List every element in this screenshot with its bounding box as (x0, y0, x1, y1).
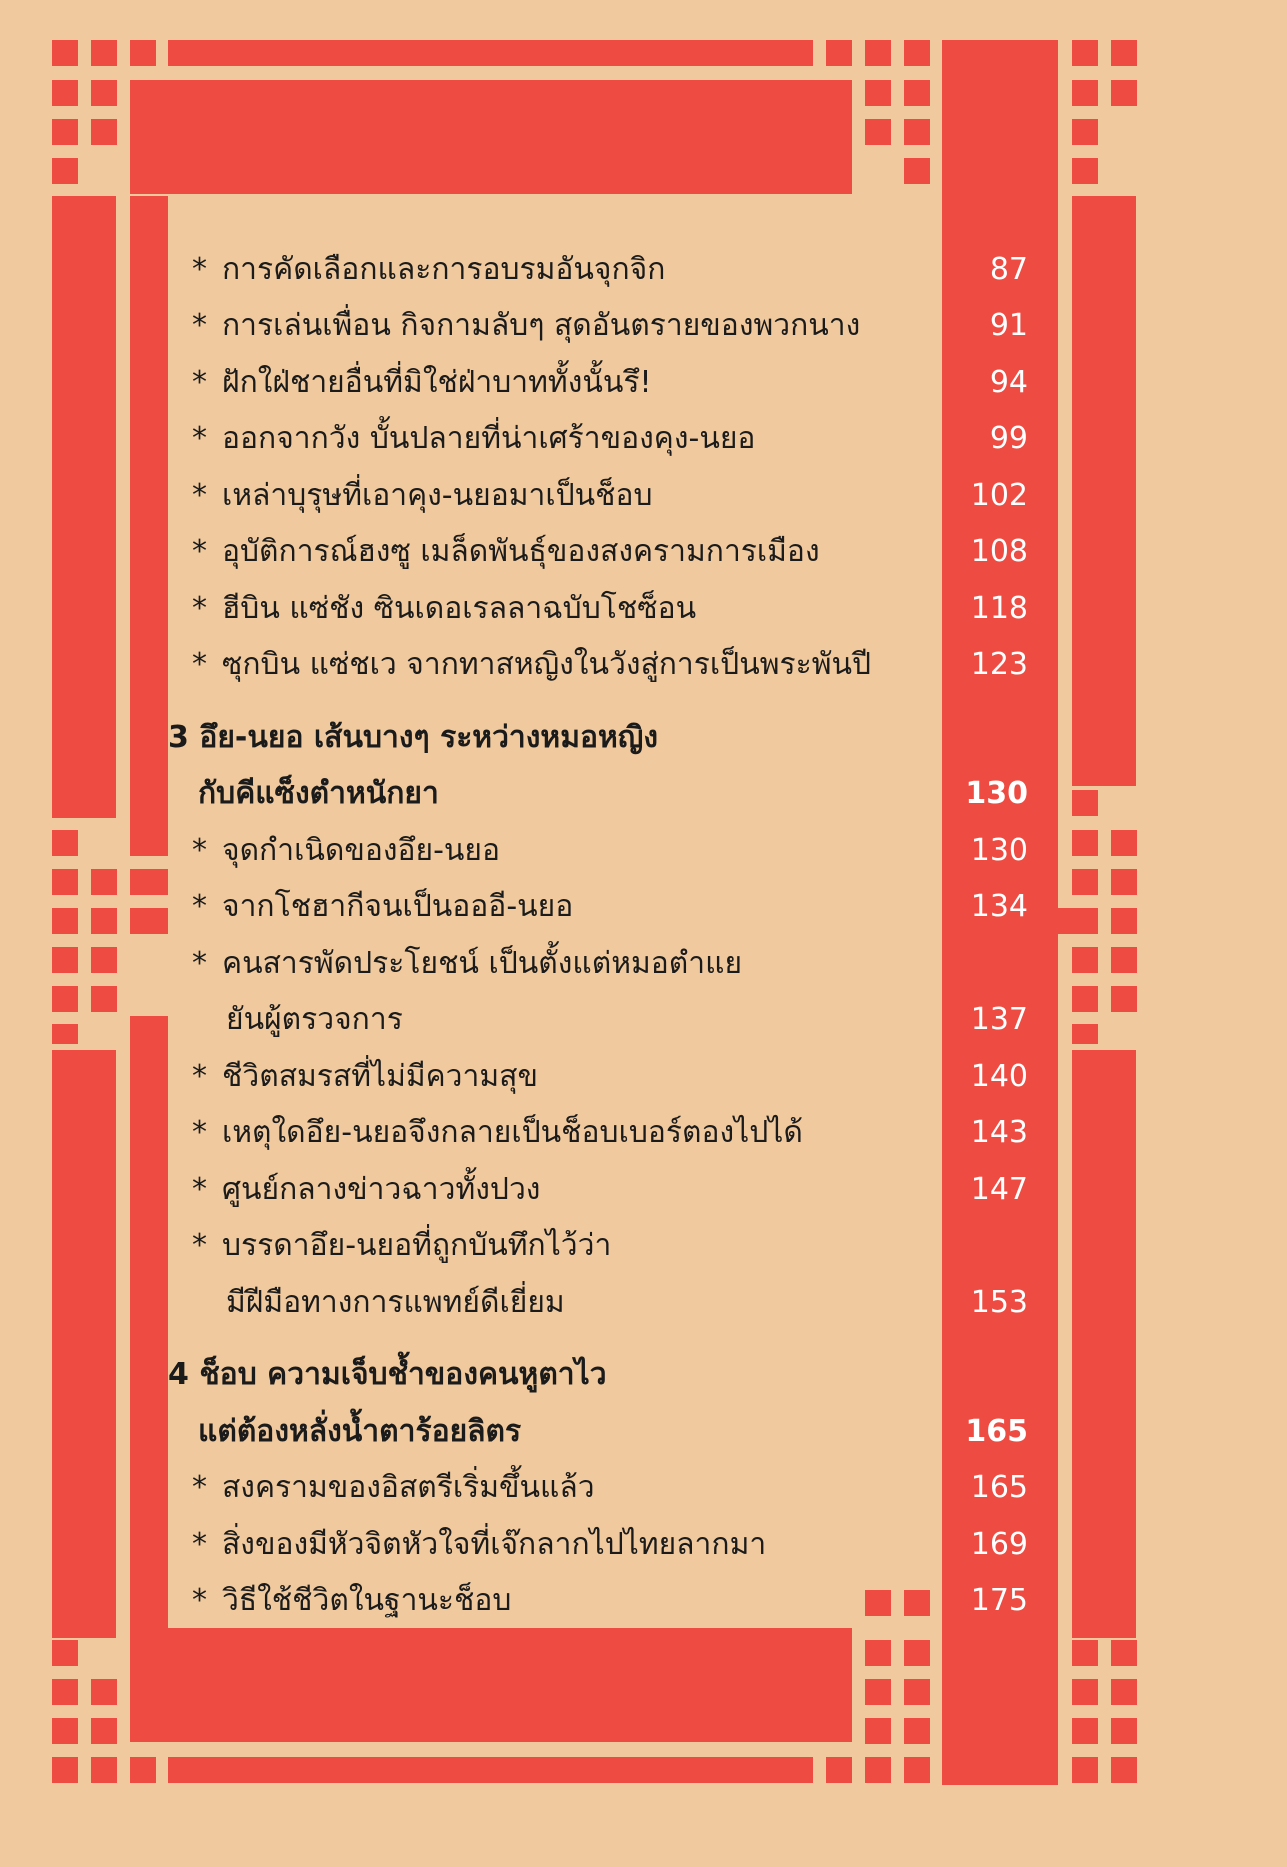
toc-entry-title (168, 1357, 918, 1392)
toc-entry-title (168, 421, 918, 456)
toc-entry-title (168, 1284, 918, 1320)
toc-entry-title (168, 1413, 918, 1449)
toc-page-number: 165 (970, 1470, 1028, 1505)
bullet-asterisk-icon: * (192, 1171, 207, 1207)
bullet-asterisk-icon: * (192, 364, 207, 400)
toc-entry-text: ออกจากวัง บั้นปลายที่น่าเศร้าของคุง-นยอ (222, 421, 756, 456)
bullet-asterisk-icon: * (192, 889, 207, 924)
toc-entry (168, 624, 1038, 681)
toc-page-number: 140 (970, 1058, 1028, 1094)
toc-entry-title (168, 308, 918, 343)
bullet-asterisk-icon: * (192, 251, 207, 287)
toc-entry-title (168, 945, 918, 981)
toc-page-number: 147 (970, 1171, 1028, 1207)
toc-entry-title (168, 1115, 918, 1150)
toc-entry-text: ฮีบิน แซ่ชัง ซินเดอเรลลาฉบับโชซ็อน (222, 590, 697, 626)
toc-page-number: 130 (965, 776, 1028, 811)
toc-entry-text: สิ่งของมีหัวจิตหัวใจที่เจ๊กลากไปไทยลากมา (222, 1526, 767, 1562)
bullet-asterisk-icon: * (192, 647, 207, 682)
toc-page-number: 108 (970, 534, 1028, 569)
toc-entry (168, 228, 1038, 285)
toc-page-number: 165 (965, 1413, 1028, 1449)
toc-entry-title (168, 534, 918, 569)
toc-page-number: 118 (970, 590, 1028, 626)
toc-entry (168, 1092, 1038, 1149)
toc-entry-title (168, 364, 918, 400)
toc-entry (168, 753, 1038, 810)
bullet-asterisk-icon: * (192, 1583, 207, 1618)
toc-entry-title (168, 647, 918, 682)
toc-entry-title (168, 832, 918, 868)
toc-entry-text: สงครามของอิสตรีเริ่มขึ้นแล้ว (222, 1470, 595, 1505)
toc-entry-text: เหล่าบุรุษที่เอาคุง-นยอมาเป็นช็อบ (222, 477, 653, 513)
toc-entry-text: เหตุใดอึย-นยอจึงกลายเป็นช็อบเบอร์ตองไปได้ (222, 1115, 803, 1150)
toc-entry (168, 1503, 1038, 1560)
toc-page-number: 134 (970, 889, 1028, 924)
bullet-asterisk-icon: * (192, 477, 207, 513)
toc-entry (168, 285, 1038, 342)
toc-entry (168, 1148, 1038, 1205)
toc-entry-title (168, 1058, 918, 1094)
toc-entry (168, 866, 1038, 923)
toc-page-number: 175 (970, 1583, 1028, 1618)
toc-entry-text: บรรดาอึย-นยอที่ถูกบันทึกไว้ว่า (222, 1228, 612, 1263)
table-of-contents (168, 228, 1038, 1616)
bullet-asterisk-icon: * (192, 1228, 207, 1263)
toc-page-number: 91 (989, 308, 1028, 343)
toc-page-number: 87 (989, 251, 1028, 287)
toc-page-number: 137 (970, 1002, 1028, 1037)
toc-entry-title (168, 1526, 918, 1562)
toc-page-number: 123 (970, 647, 1028, 682)
toc-entry-title (168, 1228, 918, 1263)
toc-entry-title (168, 590, 918, 626)
toc-entry (168, 567, 1038, 624)
toc-entry-title (168, 719, 918, 755)
toc-entry-text: มีฝีมือทางการแพทย์ดีเยี่ยม (226, 1284, 565, 1320)
toc-entry-title (168, 889, 918, 924)
toc-entry-title (168, 1583, 918, 1618)
toc-entry (168, 922, 1038, 979)
bullet-asterisk-icon: * (192, 534, 207, 569)
toc-entry-text: คนสารพัดประโยชน์ เป็นตั้งแต่หมอตำแย (222, 945, 743, 981)
bullet-asterisk-icon: * (192, 308, 207, 343)
toc-entry-title (168, 1171, 918, 1207)
toc-page-number: 102 (970, 477, 1028, 513)
toc-entry-text: ซุกบิน แซ่ชเว จากทาสหญิงในวังสู่การเป็นพระพันปี (222, 647, 872, 682)
toc-entry (168, 696, 1038, 753)
toc-entry-title (168, 1002, 918, 1037)
toc-entry (168, 1334, 1038, 1391)
toc-entry-title (168, 1470, 918, 1505)
toc-entry (168, 511, 1038, 568)
toc-entry (168, 398, 1038, 455)
toc-entry-text: จุดกำเนิดของอึย-นยอ (222, 832, 501, 868)
toc-page-number: 153 (970, 1284, 1028, 1320)
toc-entry (168, 341, 1038, 398)
bullet-asterisk-icon: * (192, 1115, 207, 1150)
toc-entry (168, 454, 1038, 511)
toc-entry-text: วิธีใช้ชีวิตในฐานะช็อบ (222, 1583, 512, 1618)
toc-entry-text: การเล่นเพื่อน กิจกามลับๆ สุดอันตรายของพวกนาง (222, 308, 861, 343)
toc-entry-text: กับคีแซ็งตำหนักยา (198, 776, 439, 811)
toc-entry (168, 809, 1038, 866)
bullet-asterisk-icon: * (192, 1470, 207, 1505)
bullet-asterisk-icon: * (192, 590, 207, 626)
toc-entry-text: ยันผู้ตรวจการ (226, 1002, 403, 1037)
toc-page-number: 130 (970, 832, 1028, 868)
toc-entry (168, 1560, 1038, 1617)
bullet-asterisk-icon: * (192, 945, 207, 981)
toc-entry-text: การคัดเลือกและการอบรมอันจุกจิก (222, 251, 666, 287)
toc-entry (168, 1447, 1038, 1504)
bullet-asterisk-icon: * (192, 1058, 207, 1094)
toc-entry-text: ชีวิตสมรสที่ไม่มีความสุข (222, 1058, 538, 1094)
toc-entry (168, 1261, 1038, 1318)
toc-entry-text: ฝักใฝ่ชายอื่นที่มิใช่ฝ่าบาททั้งนั้นรึ! (222, 364, 652, 400)
toc-entry-text: อุบัติการณ์ฮงซู เมล็ดพันธุ์ของสงครามการเมือง (222, 534, 820, 569)
toc-entry-text: ศูนย์กลางข่าวฉาวทั้งปวง (222, 1171, 541, 1207)
bullet-asterisk-icon: * (192, 832, 207, 868)
toc-page-number: 94 (989, 364, 1028, 400)
toc-page-number: 99 (989, 421, 1028, 456)
toc-entry (168, 1035, 1038, 1092)
toc-page-number: 169 (970, 1526, 1028, 1562)
toc-entry (168, 979, 1038, 1036)
toc-entry-text: 3 อึย-นยอ เส้นบางๆ ระหว่างหมอหญิง (168, 719, 658, 755)
toc-page-number: 143 (970, 1115, 1028, 1150)
toc-entry-text: จากโชฮากีจนเป็นอออี-นยอ (222, 889, 574, 924)
bullet-asterisk-icon: * (192, 421, 207, 456)
bullet-asterisk-icon: * (192, 1526, 207, 1562)
toc-entry-title (168, 251, 918, 287)
toc-entry-text: 4 ช็อบ ความเจ็บช้ำของคนหูตาไว (168, 1357, 607, 1392)
toc-entry-title (168, 477, 918, 513)
toc-entry-title (168, 776, 918, 811)
toc-entry (168, 1205, 1038, 1262)
toc-entry (168, 1390, 1038, 1447)
toc-entry-text: แต่ต้องหลั่งน้ำตาร้อยลิตร (198, 1413, 522, 1449)
